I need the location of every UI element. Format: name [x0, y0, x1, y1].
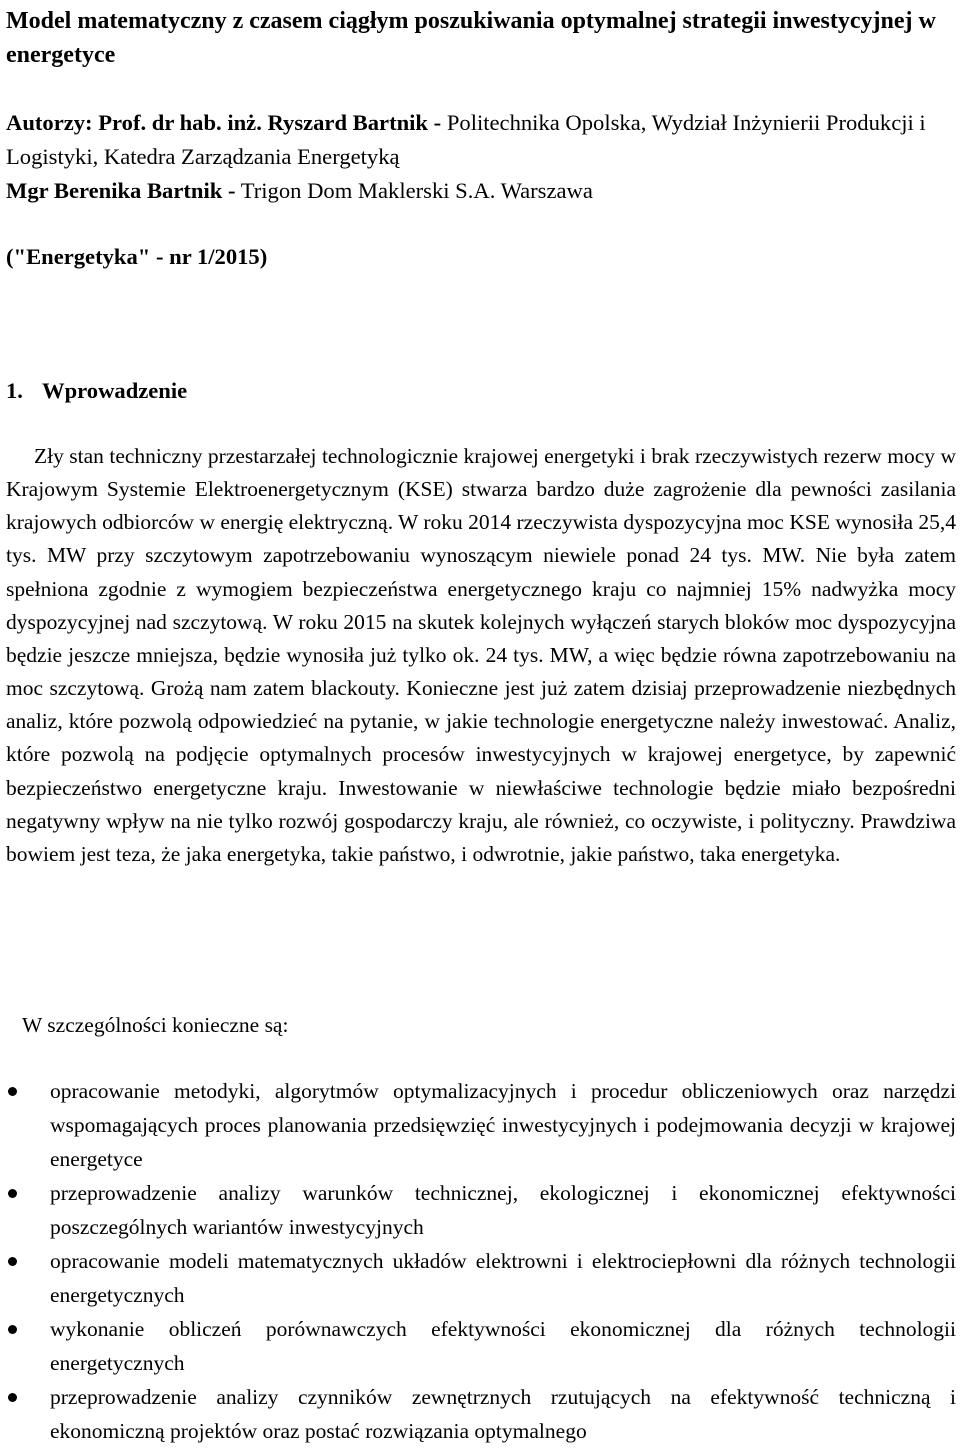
bullet-icon [8, 1189, 17, 1198]
section-heading [6, 374, 187, 408]
bullet-icon [8, 1087, 17, 1096]
bullet-icon [8, 1325, 17, 1334]
list-item: opracowanie modeli matematycznych układów elektrowni i elektrociepłowni dla różnych technologii energetycznych [0, 1244, 956, 1312]
intro-paragraph [6, 440, 956, 871]
bullet-icon [8, 1257, 17, 1266]
list-item: wykonanie obliczeń porównawczych efektywności ekonomicznej dla różnych technologii energetycznych [0, 1312, 956, 1380]
author-2-name: Mgr Berenika Bartnik - [6, 178, 236, 203]
requirements-list [0, 1074, 956, 1448]
author-line-1 [6, 106, 956, 174]
list-item: opracowanie metodyki, algorytmów optymalizacyjnych i procedur obliczeniowych oraz narzędzi wspomagających proces planowania przedsięwzięć inwestycyjnych i podejmowania decyzji w krajowej energetyce [0, 1074, 956, 1176]
list-lead-in: W szczególności konieczne są: [22, 1013, 289, 1037]
intro-paragraph-text: Zły stan techniczny przestarzałej technologicznie krajowej energetyki i brak rzeczywistych rezerw mocy w Krajowym Systemie Elektroenergetycznym (KSE) stwarza bardzo duże zagrożenie dla pewności zasilania krajowych odbiorców w energię elektryczną. W roku 2014 rzeczywista dyspozycyjna moc KSE wynosiła 25,4 tys. MW przy szczytowym zapotrzebowaniu wynoszącym niewiele ponad 24 tys. MW. Nie była zatem spełniona zgodnie z wymogiem bezpieczeństwa energetycznego kraju co najmniej 15% nadwyżka mocy dyspozycyjnej nad szczytową. W roku 2015 na skutek kolejnych wyłączeń starych bloków moc dyspozycyjna będzie jeszcze mniejsza, będzie wynosiła już tylko ok. 24 tys. MW, a więc będzie równa zapotrzebowaniu na moc szczytową. Grożą nam zatem blackouty. Konieczne jest już zatem dzisiaj przeprowadzenie niezbędnych analiz, które pozwolą odpowiedzieć na pytanie, w jakie technologie energetyczne należy inwestować. Analiz, które pozwolą na podjęcie optymalnych procesów inwestycyjnych w krajowej energetyce, by zapewnić bezpieczeństwo energetyczne kraju. Inwestowanie w niewłaściwe technologie będzie miało bezpośredni negatywny wpływ na nie tylko rozwój gospodarczy kraju, ale również, co oczywiste, i polityczny. Prawdziwa bowiem jest teza, że jaka energetyka, takie państwo, i odwrotnie, jakie państwo, taka energetyka. [6, 444, 956, 866]
author-2-affiliation: Trigon Dom Maklerski S.A. Warszawa [235, 178, 593, 203]
section-title: Wprowadzenie [42, 378, 188, 403]
author-line-2 [6, 174, 956, 208]
list-item: przeprowadzenie analizy czynników zewnętrznych rzutujących na efektywność techniczną i ekonomiczną projektów oraz postać rozwiązania optymalnego [0, 1380, 956, 1448]
section-number: 1. [6, 378, 23, 403]
authors-block [6, 106, 956, 208]
bullet-icon [8, 1393, 17, 1402]
list-item: przeprowadzenie analizy warunków technicznej, ekologicznej i ekonomicznej efektywności poszczególnych wariantów inwestycyjnych [0, 1176, 956, 1244]
author-1-name: Autorzy: Prof. dr hab. inż. Ryszard Bartnik - [6, 110, 442, 135]
document-title: Model matematyczny z czasem ciągłym poszukiwania optymalnej strategii inwestycyjnej w energetyce [6, 8, 936, 68]
issue-reference: ("Energetyka" - nr 1/2015) [6, 244, 268, 269]
author-1-affiliation: Politechnika Opolska, Wydział Inżynierii Produkcji i Logistyki, Katedra Zarządzania Energetyką [6, 110, 926, 169]
